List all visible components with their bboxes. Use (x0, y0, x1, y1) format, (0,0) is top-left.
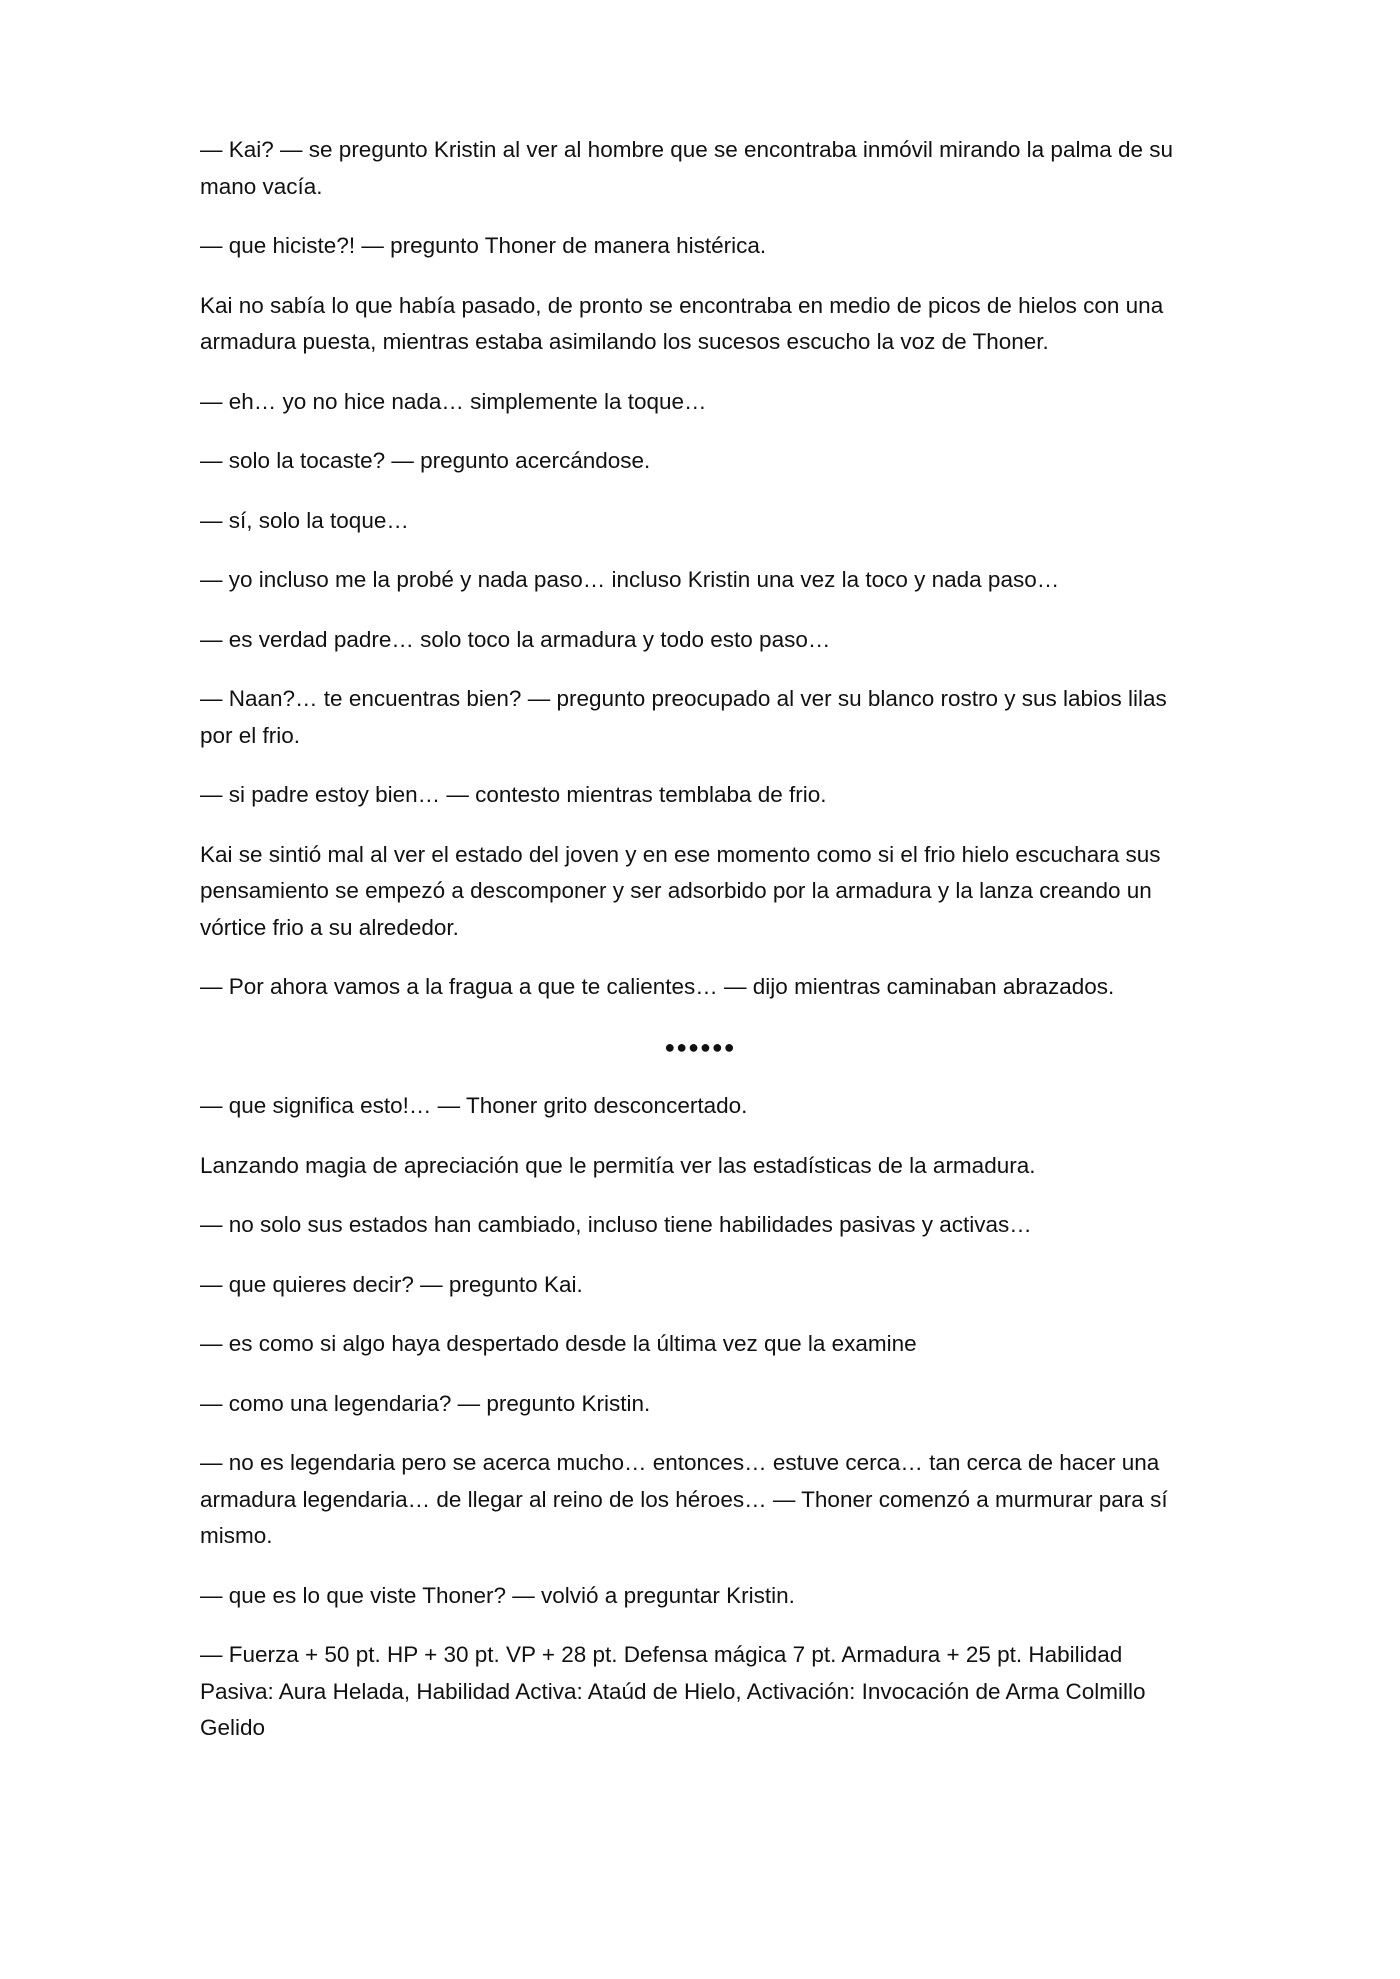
paragraph: — como una legendaria? — pregunto Kristin. (200, 1390, 651, 1416)
paragraph: — eh… yo no hice nada… simplemente la toque… (200, 388, 707, 414)
paragraph: — Naan?… te encuentras bien? — pregunto preocupado al ver su blanco rostro y sus labios lilas por el frio. (200, 686, 1167, 748)
paragraph: — si padre estoy bien… — contesto mientras temblaba de frio. (200, 782, 827, 807)
document-page (200, 132, 1200, 1770)
paragraph: — sí, solo la toque… (200, 507, 409, 533)
paragraph: — que quieres decir? — pregunto Kai. (200, 1271, 583, 1297)
paragraph: — no es legendaria pero se acerca mucho… entonces… estuve cerca… tan cerca de hacer una armadura legendaria… de llegar al reino de los héroes… — Thoner comenzó a murmurar para sí mismo. (200, 1450, 1168, 1548)
paragraph: — Por ahora vamos a la fragua a que te calientes… — dijo mientras caminaban abrazados. (200, 974, 1115, 999)
paragraph: Kai no sabía lo que había pasado, de pronto se encontraba en medio de picos de hielos con una armadura puesta, mientras estaba asimilando los sucesos escucho la voz de Thoner. (200, 292, 1164, 354)
paragraph: — yo incluso me la probé y nada paso… incluso Kristin una vez la toco y nada paso… (200, 567, 1060, 592)
paragraph: Lanzando magia de apreciación que le permitía ver las estadísticas de la armadura. (200, 1152, 1036, 1178)
paragraph: Kai se sintió mal al ver el estado del joven y en ese momento como si el frio hielo escuchara sus pensamiento se empezó a descomponer y ser adsorbido por la armadura y la lanza creando un vórtice frio a su alrededor. (200, 841, 1161, 940)
stats-paragraph: — Fuerza + 50 pt. HP + 30 pt. VP + 28 pt. Defensa mágica 7 pt. Armadura + 25 pt. Habilidad Pasiva: Aura Helada, Habilidad Activa: Ataúd de Hielo, Activación: Invocación de Arma Colmillo Gelido (200, 1642, 1146, 1740)
scene-separator: ●●●●●● (664, 1036, 736, 1057)
paragraph: — es verdad padre… solo toco la armadura y todo esto paso… (200, 626, 831, 652)
paragraph: — solo la tocaste? — pregunto acercándose. (200, 448, 651, 473)
paragraph: — Kai? — se pregunto Kristin al ver al hombre que se encontraba inmóvil mirando la palma de su mano vacía. (200, 137, 1174, 199)
paragraph: — que hiciste?! — pregunto Thoner de manera histérica. (200, 233, 767, 258)
paragraph: — que significa esto!… — Thoner grito desconcertado. (200, 1093, 748, 1118)
paragraph: — es como si algo haya despertado desde la última vez que la examine (200, 1331, 917, 1356)
paragraph: — no solo sus estados han cambiado, incluso tiene habilidades pasivas y activas… (200, 1212, 1032, 1237)
paragraph: — que es lo que viste Thoner? — volvió a preguntar Kristin. (200, 1582, 795, 1608)
